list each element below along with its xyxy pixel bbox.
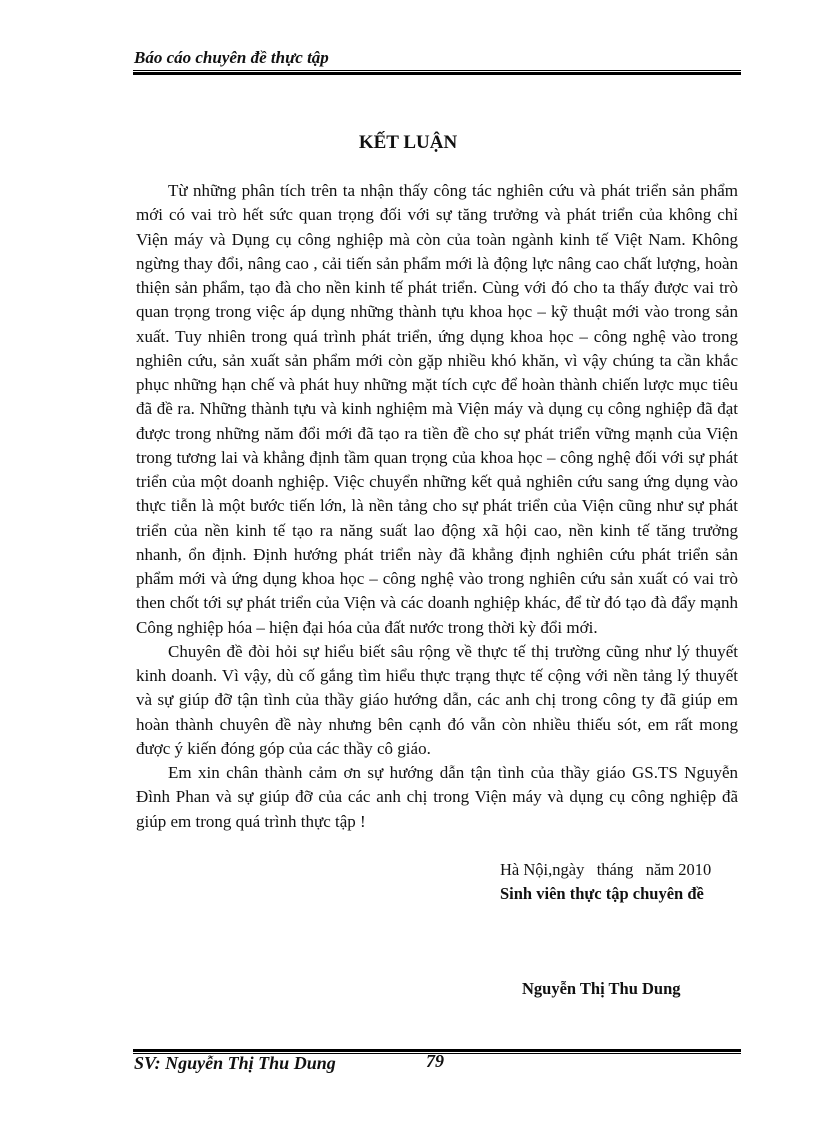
paragraph-2: Chuyên đề đòi hỏi sự hiểu biết sâu rộng về thực tế thị trường cũng như lý thuyết kinh doanh. Vì vậy, dù cố gắng tìm hiểu thực trạng thực tế cộng với nền tảng lý thuyết và sự giúp đỡ tận tình của thầy giáo hướng dẫn, các anh chị trong công ty đã giúp em hoàn thành chuyên đề này nhưng bên cạnh đó vẫn còn nhiều thiếu sót, em rất mong được ý kiến đóng góp của các thầy cô giáo. bbox=[136, 641, 738, 758]
signature-name: Nguyễn Thị Thu Dung bbox=[522, 979, 681, 998]
footer-author: SV: Nguyễn Thị Thu Dung bbox=[134, 1053, 336, 1073]
body-text bbox=[136, 179, 738, 834]
signature-date: Hà Nội,ngày tháng năm 2010 bbox=[500, 860, 712, 879]
header-title: Báo cáo chuyên đề thực tập bbox=[134, 48, 329, 67]
signature-block bbox=[488, 858, 748, 906]
signature-role: Sinh viên thực tập chuyên đề bbox=[500, 884, 704, 903]
paragraph-1: Từ những phân tích trên ta nhận thấy công tác nghiên cứu và phát triển sản phẩm mới có vai trò hết sức quan trọng đối với sự tăng trưởng và phát triển của không chỉ Viện máy và Dụng cụ công nghiệp mà còn của toàn ngành kinh tế Việt Nam. Không ngừng thay đổi, nâng cao , cải tiến sản phẩm mới là động lực nâng cao chất lượng, hoàn thiện sản phẩm, tạo đà cho nền kinh tế phát triển. Cùng với đó cho ta thấy được vai trò quan trọng trong việc áp dụng những thành tựu khoa học – kỹ thuật mới vào trong sản xuất. Tuy nhiên trong quá trình phát triển, ứng dụng khoa học – công nghệ vào trong nghiên cứu, sản xuất sản phẩm mới còn gặp nhiều khó khăn, vì vậy chúng ta cần khắc phục những hạn chế và phát huy những mặt tích cực để hoàn thành chiến lược mục tiêu đã đề ra. Những thành tựu và kinh nghiệm mà Viện máy và dụng cụ công nghiệp đã đạt được trong những năm đổi mới đã tạo ra tiền đề cho sự phát triển vững mạnh của Viện trong tương lai và khẳng định tầm quan trọng của khoa học – công nghệ đối với sự phát triển của một doanh nghiệp. Việc chuyển những kết quả nghiên cứu sang ứng dụng vào thực tiễn là một bước tiến lớn, là nền tảng cho sự phát triển của Viện cũng như sự phát triển của nền kinh tế tạo ra năng suất lao động xã hội cao, nền kinh tế tăng trưởng nhanh, ổn định. Định hướng phát triển này đã khẳng định nghiên cứu phát triển sản phẩm mới và ứng dụng khoa học – công nghệ vào trong nghiên cứu sản xuất có vai trò then chốt tới sự phát triển của Viện và các doanh nghiệp khác, để từ đó tạo đà đẩy mạnh Công nghiệp hóa – hiện đại hóa của đất nước trong thời kỳ đổi mới. bbox=[136, 181, 738, 637]
paragraph-3: Em xin chân thành cảm ơn sự hướng dẫn tận tình của thầy giáo GS.TS Nguyễn Đình Phan và sự giúp đỡ của các anh chị trong Viện máy và dụng cụ công nghiệp đã giúp em trong quá trình thực tập ! bbox=[136, 763, 738, 831]
header-rule bbox=[133, 70, 741, 75]
page-number: 79 bbox=[426, 1051, 444, 1071]
page-title: KẾT LUẬN bbox=[358, 132, 458, 153]
